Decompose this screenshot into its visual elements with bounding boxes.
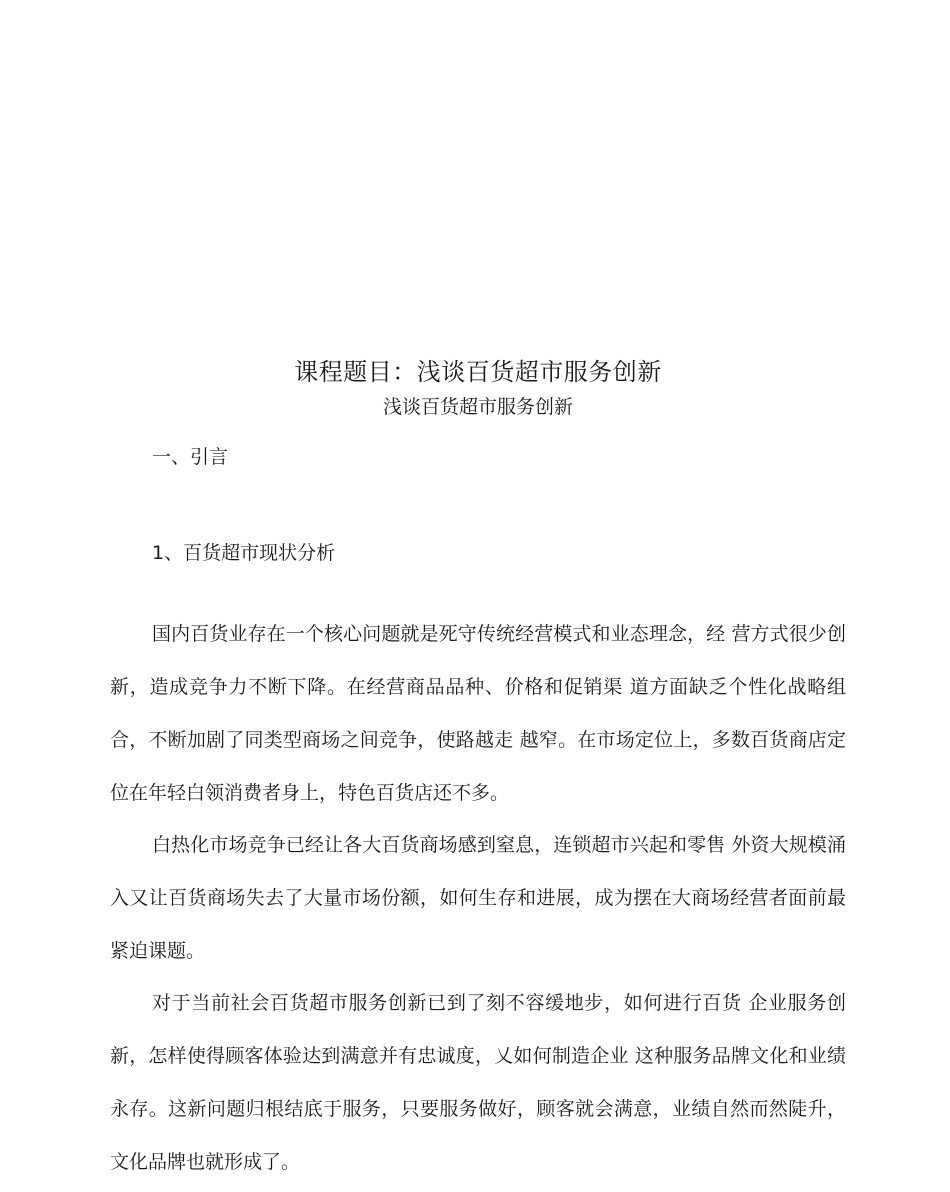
document-subtitle: 浅谈百货超市服务创新 [382,396,573,418]
paragraph-2: 白热化市场竞争已经让各大百货商场感到窒息，连锁超市兴起和零售 外资大规模涌入又让百货商场失去了大量市场份额，如何生存和进展，成为摆在大商场经营者面前最紧迫课题。 [110,834,846,962]
paragraph-3: 对于当前社会百货超市服务创新已到了刻不容缓地步，如何进行百货 企业服务创新，怎样使得顾客体验达到满意并有忠诚度，乂如何制造企业 这种服务品牌文化和业绩永存。这新问题归根结底于服务，只要服务做好，顾客就会满意，业绩自然而然陡升，文化品牌也就形成了。 [110,992,846,1173]
subsection-heading-status-analysis: 1、百货超市现状分析 [152,542,336,564]
document-title: 课程题目：浅谈百货超市服务创新 [294,358,662,386]
paragraph-1: 国内百货业存在一个核心问题就是死守传统经营模式和业态理念，经 营方式很少创新，造成竞争力不断下降。在经营商品品种、价格和促销渠 道方面缺乏个性化战略组合，不断加剧了同类型商场之间竞争，使路越走 越窄。在市场定位上，多数百货商店定位在年轻白领消费者身上，特色百货店还不多。 [110,623,846,804]
section-heading-introduction: 一、引言 [152,446,229,468]
